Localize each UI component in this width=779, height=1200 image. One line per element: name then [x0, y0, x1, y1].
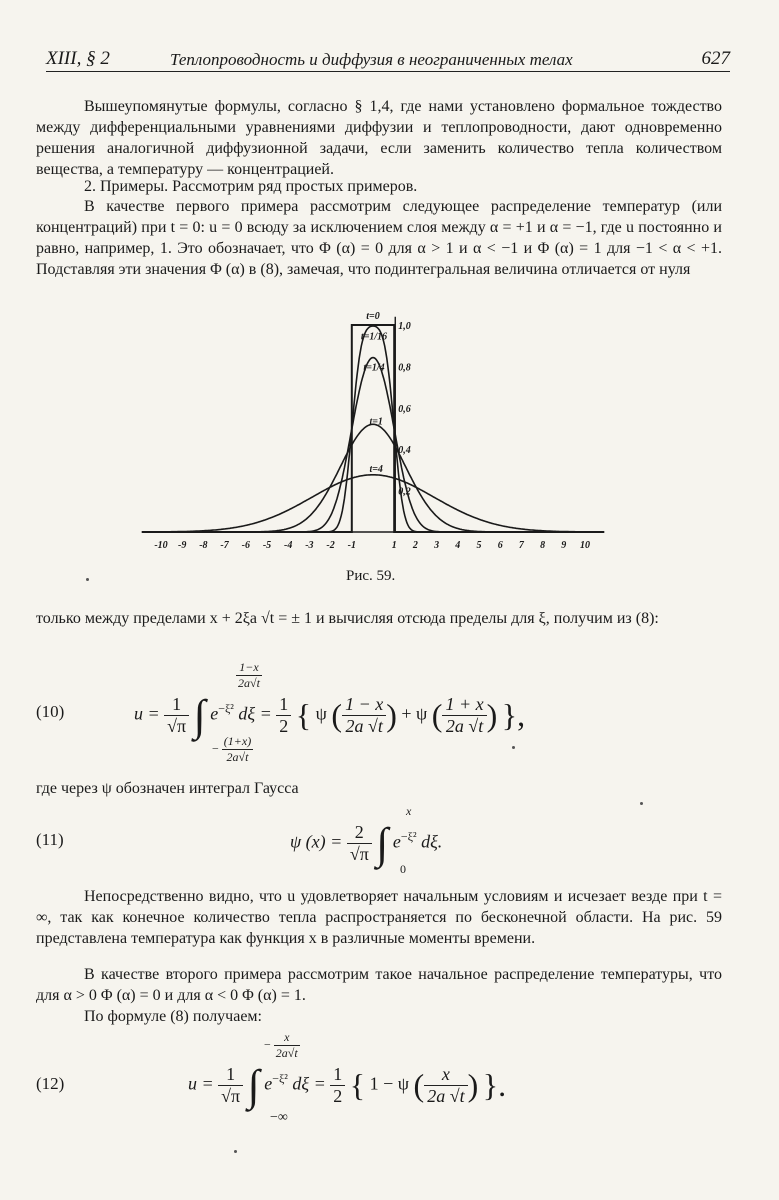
eq-integrand: e — [392, 831, 401, 852]
print-speck — [512, 746, 515, 749]
den: 2a√t — [226, 750, 249, 764]
lower: 0 — [400, 862, 406, 876]
x-tick-label: -9 — [178, 540, 187, 551]
upper-limit — [264, 1030, 300, 1061]
den: √π — [221, 1086, 241, 1106]
x-tick-label: -3 — [305, 540, 314, 551]
psi-1: ψ — [315, 703, 327, 724]
figure-59 — [140, 312, 610, 562]
paragraph-limits: только между пределами x + 2ξa √t = ± 1 и вычисляя отсюда пределы для ξ, получим из (8): — [36, 610, 659, 627]
den: 2a √t — [445, 716, 484, 736]
equation-number: (11) — [36, 830, 64, 849]
temperature-curves — [142, 325, 604, 532]
den: 2a√t — [275, 1046, 298, 1060]
open-paren: ( — [431, 697, 443, 733]
x-tick-label: 3 — [434, 540, 440, 551]
eq-arg — [424, 1064, 467, 1107]
eq-exponent: −ξ² — [218, 701, 234, 716]
num: 1 + x — [442, 694, 486, 716]
integral-sign: ∫ — [193, 691, 206, 740]
lower-limit — [270, 1110, 288, 1126]
y-tick-label: 0,6 — [398, 403, 411, 415]
x-tick-label: -8 — [199, 540, 208, 551]
y-tick-label: 0,2 — [398, 486, 411, 498]
paragraph-by-formula: По формуле (8) получаем: — [84, 1008, 262, 1025]
lower-limit — [400, 862, 406, 877]
figure-labels — [154, 312, 590, 551]
x-tick-label: 10 — [580, 540, 590, 551]
eq-exponent: −ξ² — [272, 1071, 288, 1086]
open-brace: { — [295, 697, 312, 733]
num: 1 − x — [342, 694, 386, 716]
x-tick-label: -1 — [347, 540, 356, 551]
x-tick-label: -4 — [284, 540, 293, 551]
x-tick-label: -6 — [241, 540, 250, 551]
figure-caption: Рис. 59. — [346, 568, 396, 584]
paragraph-second-example: В качестве второго примера рассмотрим такое начальное распределение температуры, что для α > 0 Φ (α) = 0 и для α < 0 Φ (α) = 1. — [36, 966, 722, 1004]
eq-integrand: e — [210, 703, 219, 724]
num: x — [424, 1064, 467, 1086]
eq-term1 — [342, 694, 386, 737]
plus-sign: + — [401, 703, 412, 724]
x-tick-label: 8 — [540, 540, 546, 551]
lower-limit — [212, 734, 253, 765]
close-brace: }, — [501, 697, 526, 733]
paragraph-formal-identity: Вышеупомянутые формулы, согласно § 1,4, где нами установлено формальное тождество между дифференциальными уравнениями диффузии и теплопроводности, дают одновременно решения аналогичной диффузионной задачи, если заменить количество тепла количеством вещества, а температуру — концентрацией. — [36, 98, 722, 178]
curve-t-0 — [142, 325, 604, 532]
curve-label: t=1/16 — [360, 331, 388, 343]
eq-dxi: dξ = — [238, 703, 272, 724]
print-speck — [86, 578, 89, 581]
eq-half — [276, 694, 291, 737]
integral-sign: ∫ — [247, 1061, 260, 1110]
running-header — [46, 44, 730, 74]
x-tick-label: -2 — [326, 540, 335, 551]
x-tick-label: 5 — [476, 540, 482, 551]
print-speck — [640, 802, 643, 805]
y-tick-label: 1,0 — [398, 321, 411, 332]
eq-half — [330, 1064, 345, 1107]
den: 2a √t — [427, 1086, 465, 1106]
num: x — [274, 1030, 300, 1046]
eq-coefficient — [347, 822, 372, 865]
num: 2 — [347, 822, 372, 844]
open-brace: { — [349, 1067, 366, 1103]
paragraph-first-example: В качестве первого примера рассмотрим следующее распределение температур (или концентраций) при t = 0: u = 0 всюду за исключением слоя между α = +1 и α = −1, где u постоянно и равно, например, 1. Это обозначает, что Φ (α) = 0 для α > 1 и α < −1 и Φ (α) = 1 для −1 < α < +1. Подставляя эти значения Φ (α) в (8), замечая, что подинтегральная величина отличается от нуля — [36, 198, 722, 278]
num: 1−x — [236, 660, 262, 676]
y-tick-label: 0,8 — [398, 362, 411, 374]
eq-lhs: u = — [134, 703, 160, 724]
den: √π — [167, 716, 187, 736]
eq-coefficient — [164, 694, 189, 737]
x-tick-label: 4 — [455, 540, 461, 551]
den: √π — [349, 844, 369, 864]
paragraph-examples-heading: 2. Примеры. Рассмотрим ряд простых примеров. — [84, 178, 418, 195]
eq-tail: dξ. — [421, 831, 443, 852]
upper-frac — [274, 1030, 300, 1061]
page-number: 627 — [701, 48, 730, 69]
den: 2 — [333, 1086, 343, 1106]
curve-t-1-4 — [142, 358, 604, 532]
lower: −∞ — [270, 1110, 288, 1125]
lower-frac — [222, 734, 253, 765]
eq-dxi: dξ = — [292, 1073, 326, 1094]
close-brace: }. — [482, 1067, 507, 1103]
close-paren: ) — [486, 697, 498, 733]
print-speck — [234, 1150, 237, 1153]
x-tick-label: -7 — [220, 540, 229, 551]
curve-label: t=4 — [369, 463, 383, 475]
curve-label: t=1 — [369, 416, 383, 428]
chapter-title: Теплопроводность и диффузия в неограниченных телах — [170, 50, 573, 69]
eq-coefficient — [218, 1064, 243, 1107]
close-paren: ) — [467, 1067, 479, 1103]
lower-sign: − — [212, 741, 219, 756]
psi-2: ψ — [416, 703, 428, 724]
eq-term2 — [442, 694, 486, 737]
paragraph-initial-conditions: Непосредственно видно, что u удовлетворяет начальным условиям и исчезает везде при t = ∞, так как конечное количество тепла распространяется по бесконечной области. На рис. 59 представлена температура как функция x в различные моменты времени. — [36, 888, 722, 947]
num: 1 — [164, 694, 189, 716]
equation-number: (12) — [36, 1074, 65, 1093]
upper: x — [406, 804, 412, 818]
equation-10 — [36, 660, 736, 770]
num: 1 — [218, 1064, 243, 1086]
open-paren: ( — [413, 1067, 425, 1103]
equation-body — [290, 818, 442, 869]
equation-11 — [36, 804, 736, 878]
x-tick-label: 9 — [561, 540, 567, 551]
section-number: XIII, § 2 — [46, 48, 110, 69]
open-paren: ( — [331, 697, 343, 733]
x-tick-label: 2 — [412, 540, 418, 551]
equation-body — [134, 690, 525, 741]
x-tick-label: 6 — [497, 540, 503, 551]
den: 2a√t — [238, 676, 260, 690]
close-paren: ) — [386, 697, 397, 733]
x-tick-label: -5 — [262, 540, 272, 551]
paragraph-gauss-integral: где через ψ обозначен интеграл Гаусса — [36, 780, 299, 797]
num: 1 — [276, 694, 291, 716]
x-tick-label: 7 — [518, 540, 524, 551]
eq-inner: 1 − ψ — [369, 1073, 410, 1094]
eq-lhs: u = — [188, 1073, 214, 1094]
upper-sign: − — [264, 1037, 271, 1052]
y-tick-label: 0,4 — [398, 445, 411, 457]
upper-frac — [236, 660, 262, 691]
eq-integrand: e — [264, 1073, 273, 1094]
den: 2a √t — [345, 716, 383, 736]
upper-limit — [236, 660, 262, 691]
curve-t-4 — [142, 475, 604, 532]
num: (1+x) — [223, 734, 252, 748]
upper-limit — [406, 804, 411, 819]
num: 1 — [330, 1064, 345, 1086]
x-tick-label: -10 — [154, 540, 168, 551]
eq-lhs: ψ (x) = — [290, 831, 343, 852]
equation-number: (10) — [36, 702, 65, 721]
eq-exponent: −ξ² — [400, 829, 417, 844]
equation-12 — [36, 1030, 736, 1130]
x-tick-label: 1 — [391, 540, 397, 551]
curve-label: t=1/4 — [363, 362, 385, 374]
header-rule — [46, 71, 730, 72]
integral-sign: ∫ — [376, 819, 389, 868]
equation-body — [188, 1060, 506, 1111]
curve-t-1 — [142, 424, 604, 532]
curve-label: t=0 — [366, 312, 380, 322]
den: 2 — [279, 716, 289, 736]
